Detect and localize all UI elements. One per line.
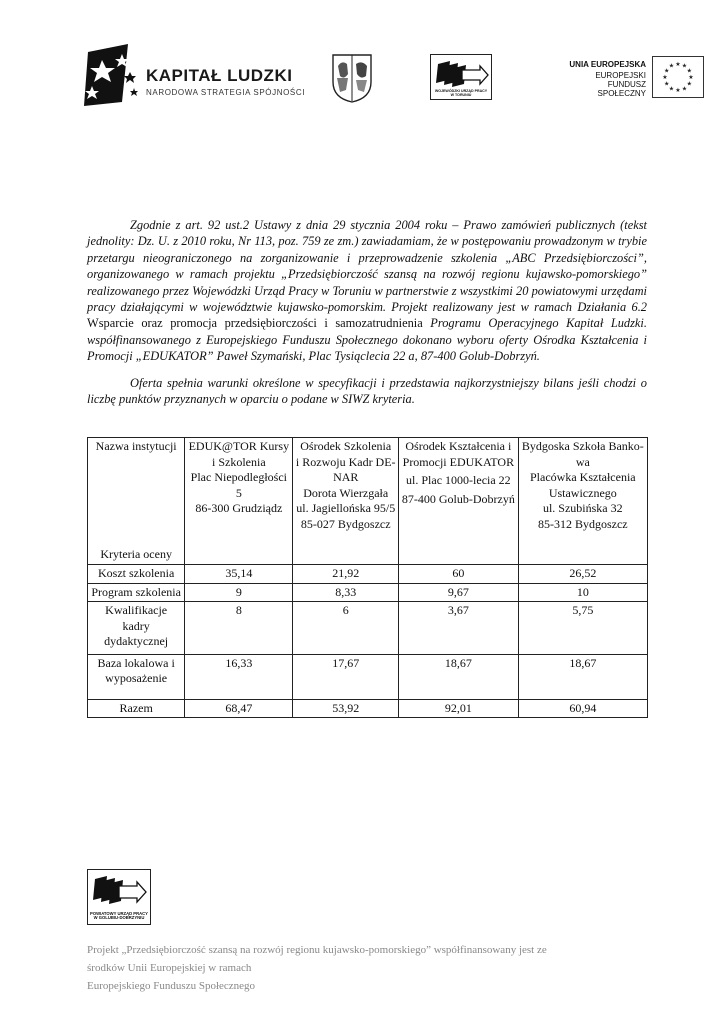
criterion-label: Baza lokalowa i wyposażenie [88, 654, 185, 699]
inst4-line5: ul. Szubińska 32 [542, 501, 623, 515]
inst1-line3: Plac Niepodległości 5 [190, 470, 287, 500]
eu-star-icon: ★ [688, 75, 694, 81]
eu-flag-icon [652, 56, 704, 98]
score-cell: 9 [185, 583, 293, 602]
score-cell: 35,14 [185, 565, 293, 584]
wup-caption-line1: WOJEWÓDZKI URZĄD PRACY [434, 89, 488, 93]
eu-star-icon: ★ [675, 88, 681, 94]
corner-top-label: Nazwa instytucji [95, 439, 177, 453]
eu-fund-line2: FUNDUSZ SPOŁECZNY [597, 80, 646, 98]
eu-star-icon: ★ [686, 68, 692, 75]
inst4-line3: Placówka Kształcenia [530, 470, 636, 484]
offers-comparison-table [87, 437, 648, 718]
inst3-line1: Ośrodek Kształcenia i [405, 439, 512, 453]
eu-star-icon: ★ [668, 63, 675, 70]
institution-header-4 [518, 438, 647, 565]
inst2-line5: ul. Jagiellońska 95/5 [296, 501, 396, 515]
kapital-ludzki-emblem-icon [82, 42, 142, 108]
eu-star-icon: ★ [664, 81, 670, 88]
inst2-line3: NAR [333, 470, 359, 484]
score-cell: 6 [293, 602, 399, 655]
inst2-line6: 85-027 Bydgoszcz [300, 516, 391, 531]
pup-golub-dobrzyn-logo [87, 869, 151, 925]
notice-p1-part-a: Zgodnie z art. 92 ust.2 Ustawy z dnia 29 stycznia 2004 roku – Prawo zamówień publicznych (tekst jednolity: Dz. U. z 2010 roku, Nr 113, poz. 759 ze zm.) zawiadamiam, że w postępowaniu prowadzonym w trybie przetargu nieograniczonego na zorganizowanie i przeprowadzenie szkolenia „ABC Przedsiębiorczości”, organizowanego w ramach projektu „Przedsiębiorczość szansą na rozwój regionu kujawsko-pomorskiego” realizowanego przez Wojewódzki Urząd Pracy w Toruniu w partnerstwie z wszystkimi 20 powiatowymi urzędami pracy działającymi w województwie kujawsko-pomorskim. Projekt realizowany jest w ramach Działania 6.2 [87, 218, 647, 315]
criterion-label: Program szkolenia [88, 583, 185, 602]
notice-p1-part-c: Programu Operacyjnego Kapitał Ludzki. współfinansowanego z Europejskiego Funduszu Społecznego dokonano wyboru oferty Ośrodka Kształcenia i Promocji „EDUKATOR” Paweł Szymański, Plac Tysiąclecia 22 a, 87-400 Golub-Dobrzyń. [87, 316, 647, 364]
corner-cell [88, 438, 185, 565]
eu-fund-line1: EUROPEJSKI [595, 71, 646, 80]
criterion-label: Koszt szkolenia [88, 565, 185, 584]
eu-stars [653, 57, 703, 97]
wup-arrow-icon [432, 58, 490, 90]
institution-header-1 [185, 438, 293, 565]
eu-logo [560, 60, 720, 104]
score-cell: 8 [185, 602, 293, 655]
wup-caption-line2: W TORUNIU [450, 93, 472, 97]
table-row [88, 654, 648, 699]
total-cell: 53,92 [293, 699, 399, 718]
eu-star-icon: ★ [681, 86, 688, 93]
score-cell: 18,67 [399, 654, 519, 699]
score-cell: 17,67 [293, 654, 399, 699]
notice-text [87, 217, 647, 407]
criterion-label: Razem [88, 699, 185, 718]
total-cell: 92,01 [399, 699, 519, 718]
table-total-row [88, 699, 648, 718]
coat-of-arms-icon [330, 52, 374, 104]
table-header-row [88, 438, 648, 565]
inst3-line3: ul. Plac 1000-lecia 22 [406, 473, 511, 487]
pup-caption-line2: W GOLUBIU-DOBRZYNIU [93, 915, 145, 921]
inst2-line1: Ośrodek Szkolenia [300, 439, 392, 453]
inst3-line4: 87-400 Golub-Dobrzyń [401, 491, 515, 506]
score-cell: 10 [518, 583, 647, 602]
institution-header-2 [293, 438, 399, 565]
inst4-line4: Ustawicznego [548, 485, 617, 500]
inst4-line1: Bydgoska Szkoła Banko- [521, 439, 644, 453]
eu-star-icon: ★ [686, 81, 692, 88]
total-cell: 68,47 [185, 699, 293, 718]
eu-star-icon: ★ [675, 62, 681, 68]
pup-arrow-icon [89, 873, 149, 909]
table-row [88, 602, 648, 655]
kapital-ludzki-subtitle: NARODOWA STRATEGIA SPÓJNOŚCI [146, 88, 306, 97]
notice-paragraph-2: Oferta spełnia warunki określone w specyfikacji i przedstawia najkorzystniejszy bilans jeśli chodzi o liczbę punktów przyznanych w oparciu o podane w SIWZ kryteria. [87, 375, 647, 407]
eu-star-icon: ★ [664, 68, 670, 75]
notice-paragraph-1 [87, 217, 647, 365]
score-cell: 26,52 [518, 565, 647, 584]
score-cell: 5,75 [518, 602, 647, 655]
inst1-line4: 86-300 Grudziądz [195, 501, 283, 515]
eu-star-icon: ★ [668, 86, 675, 93]
inst1-line2: i Szkolenia [212, 454, 266, 469]
notice-p1-part-b: Wsparcie oraz promocja przedsiębiorczości i samozatrudnienia [87, 316, 423, 331]
score-cell: 9,67 [399, 583, 519, 602]
project-footer [87, 941, 647, 995]
score-cell: 3,67 [399, 602, 519, 655]
score-cell: 18,67 [518, 654, 647, 699]
inst3-line2: Promocji EDUKATOR [402, 454, 515, 469]
eu-star-icon: ★ [681, 63, 688, 70]
wup-torun-logo [430, 54, 492, 100]
score-cell: 16,33 [185, 654, 293, 699]
corner-bottom-label: Kryteria oceny [100, 546, 172, 561]
kapital-ludzki-title: KAPITAŁ LUDZKI [146, 66, 293, 85]
eu-star-icon: ★ [662, 75, 668, 81]
kapital-ludzki-logo [82, 42, 312, 110]
table-row [88, 583, 648, 602]
footer-line-2: środków Unii Europejskiej w ramach [87, 962, 252, 974]
header-logos [0, 40, 724, 110]
institution-header-3 [399, 438, 519, 565]
score-cell: 60 [399, 565, 519, 584]
pup-caption [88, 912, 150, 921]
wup-caption [431, 89, 491, 97]
footer-line-3: Europejskiego Funduszu Społecznego [87, 980, 256, 992]
inst2-line4: Dorota Wierzgała [303, 485, 389, 500]
score-cell: 21,92 [293, 565, 399, 584]
inst4-line6: 85-312 Bydgoszcz [537, 516, 628, 531]
score-cell: 8,33 [293, 583, 399, 602]
footer-line-1: Projekt „Przedsiębiorczość szansą na rozwój regionu kujawsko-pomorskiego” współfinansowany jest ze [87, 944, 547, 956]
pup-caption-line1: POWIATOWY URZĄD PRACY [90, 910, 148, 916]
coat-of-arms-logo [330, 52, 374, 104]
table-row [88, 565, 648, 584]
inst1-line1: EDUK@TOR Kursy [188, 439, 290, 453]
inst4-line2: wa [575, 454, 590, 469]
inst2-line2: i Rozwoju Kadr DE- [295, 454, 396, 469]
total-cell: 60,94 [518, 699, 647, 718]
eu-title: UNIA EUROPEJSKA [569, 60, 646, 69]
criterion-label: Kwalifikacje kadry dydaktycznej [88, 602, 185, 655]
